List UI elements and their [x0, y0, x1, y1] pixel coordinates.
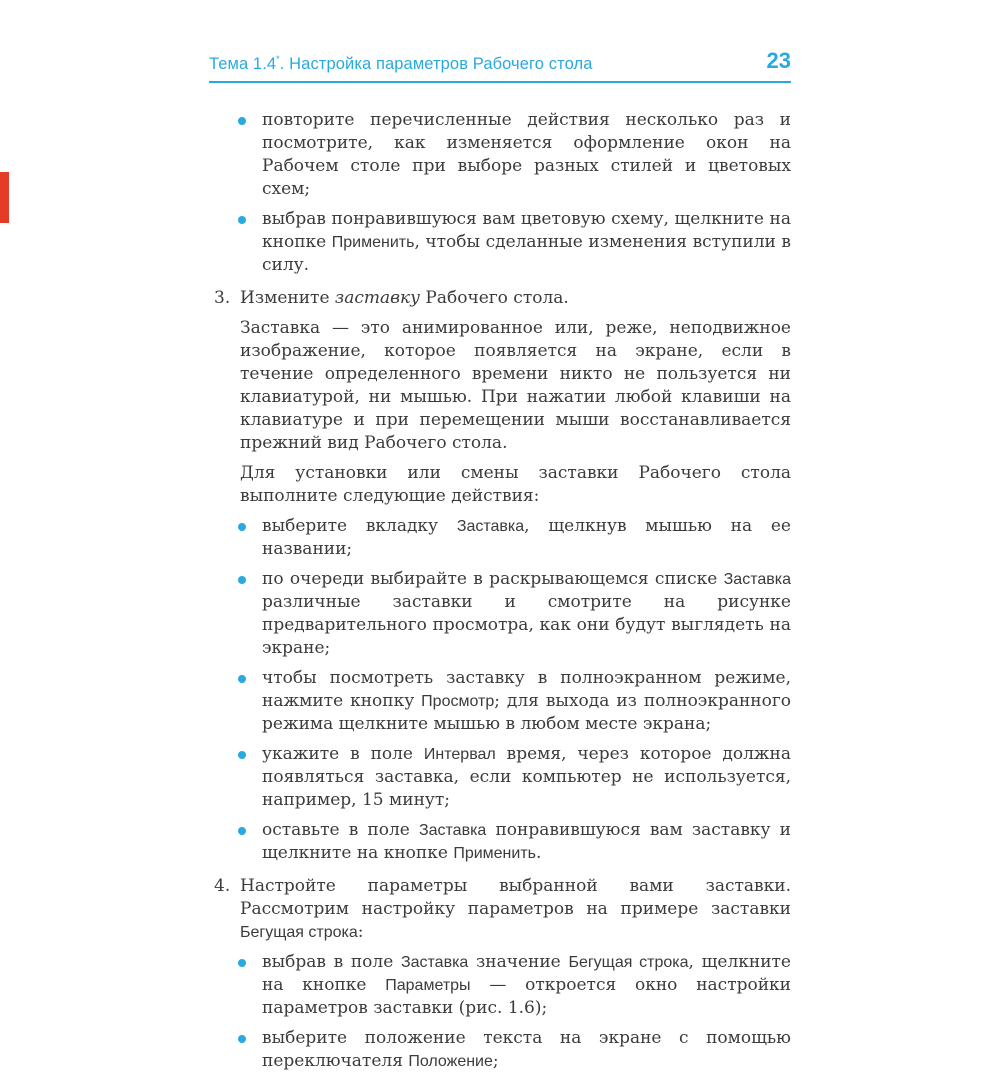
bullet-list-item	[209, 515, 791, 561]
body-text: , щелкнув мышью на ее названии;	[262, 516, 791, 559]
page-header	[209, 48, 791, 83]
body-text: Заставка — это анимированное или, реже, неподвижное изображение, которое появляется на экране, если в течение определенного времени никто не пользуется ни клавиатурой, ни мышью. При нажатии любой клавиши на клавиатуре и при перемещении мыши восстанавливается прежний вид Рабочего стола.	[240, 318, 791, 453]
body-text: повторите перечисленные действия несколько раз и посмотрите, как изменяется оформление окон на Рабочем столе при выборе разных стилей и цветовых схем;	[262, 110, 791, 199]
body-text: Настройте параметры выбранной вами заставки. Рассмотрим настройку параметров на примере заставки	[240, 876, 791, 919]
ui-term: Интервал	[423, 746, 496, 763]
content	[209, 109, 791, 1073]
ui-term: Заставка	[418, 822, 487, 839]
emphasis-text: заставку	[334, 288, 421, 308]
bullet-list-item	[209, 109, 791, 201]
bullet-list-item	[209, 819, 791, 865]
item-number: 3.	[214, 288, 231, 308]
page-title	[209, 55, 593, 73]
body-text: ;	[492, 1051, 499, 1071]
page-column	[209, 48, 792, 1080]
page-edge-marker	[0, 172, 9, 223]
body-text: — откроется окно настройки параметров заставки (рис. 1.6);	[262, 975, 791, 1018]
ui-term: Заставка	[400, 954, 469, 971]
bullet-icon	[238, 751, 246, 759]
body-text: Рабочего стола.	[420, 288, 569, 308]
body-text: по очереди выбирайте в раскрывающемся списке	[262, 569, 724, 589]
bullet-icon	[238, 1035, 246, 1043]
numbered-list-item	[209, 287, 791, 310]
page-number: 23	[766, 48, 791, 73]
body-text: чтобы посмотреть заставку в полноэкранном режиме, нажмите кнопку	[262, 668, 791, 711]
bullet-list-item	[209, 1027, 791, 1073]
ui-term: Положение	[408, 1053, 493, 1070]
bullet-icon	[238, 117, 246, 125]
paragraph	[209, 462, 791, 508]
bullet-list-item	[209, 667, 791, 736]
title-asterisk: *	[276, 54, 280, 64]
ui-term: Бегущая строка	[568, 954, 689, 971]
body-text: .	[535, 843, 542, 863]
bullet-list-item	[209, 743, 791, 812]
body-text: значение	[468, 952, 569, 972]
body-text: укажите в поле	[262, 744, 424, 764]
page-title-suffix: . Настройка параметров Рабочего стола	[279, 55, 593, 73]
ui-term: Параметры	[385, 977, 471, 994]
bullet-icon	[238, 576, 246, 584]
bullet-icon	[238, 675, 246, 683]
bullet-icon	[238, 959, 246, 967]
body-text: Для установки или смены заставки Рабочего стола выполните следующие действия:	[240, 463, 791, 506]
bullet-list-item	[209, 951, 791, 1020]
body-text: , чтобы сделанные изменения вступили в силу.	[262, 232, 791, 275]
body-text: выберите положение текста на экране с помощью переключателя	[262, 1028, 791, 1071]
bullet-list-item	[209, 208, 791, 277]
bullet-icon	[238, 827, 246, 835]
bullet-icon	[238, 216, 246, 224]
body-text: понравившуюся вам заставку и щелкните на кнопке	[262, 820, 792, 863]
ui-term: Применить	[331, 234, 415, 251]
ui-term: Заставка	[723, 571, 791, 588]
ui-term: Заставка	[456, 518, 525, 535]
page-title-prefix: Тема 1.4	[209, 55, 277, 73]
body-text: выберите вкладку	[262, 516, 457, 536]
body-text: выбрав понравившуюся вам цветовую схему, щелкните на кнопке	[262, 209, 791, 252]
numbered-list-item	[209, 875, 791, 944]
body-text: ; для выхода из полноэкранного режима щелкните мышью в любом месте экрана;	[262, 691, 791, 734]
body-text: оставьте в поле	[262, 820, 419, 840]
bullet-icon	[238, 523, 246, 531]
body-text: Измените	[240, 288, 335, 308]
item-number: 4.	[214, 876, 231, 896]
body-text: время, через которое должна появляться заставка, если компьютер не используется, например, 15 минут;	[262, 744, 792, 810]
body-text: выбрав в поле	[262, 952, 401, 972]
ui-term: Просмотр	[421, 693, 495, 710]
bullet-list-item	[209, 568, 791, 660]
paragraph	[209, 317, 791, 455]
body-text: :	[357, 922, 364, 942]
body-text: , щелкните на кнопке	[262, 952, 791, 995]
body-text: различные заставки и смотрите на рисунке предварительного просмотра, как они будут выглядеть на экране;	[262, 592, 791, 658]
ui-term: Бегущая строка	[240, 924, 358, 941]
ui-term: Применить	[453, 845, 536, 862]
